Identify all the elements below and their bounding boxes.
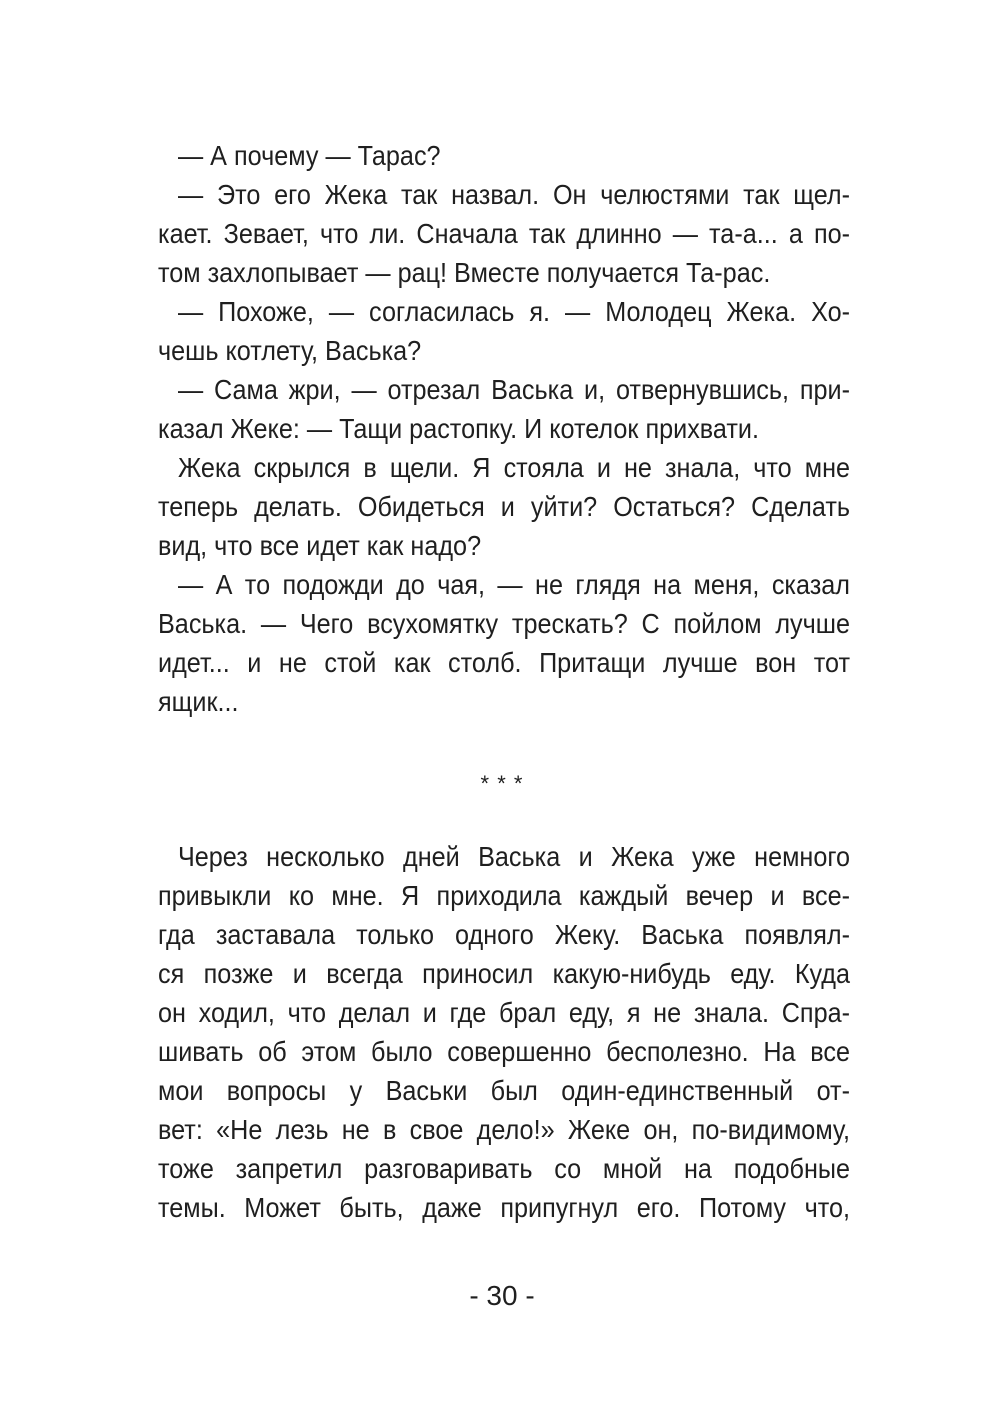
text-line: — А почему — Тарас? [177,140,441,171]
section-separator: * * * [480,771,524,796]
text-line: — Это его Жека так назвал. Он челюстями так щел- [177,179,851,210]
text-line: идет... и не стой как столб. Притащи лучше вон тот [158,647,851,678]
page-number: - 30 - [469,1280,535,1311]
narrative-block [158,837,850,1227]
text-line: темы. Может быть, даже припугнул его. Потому что, [158,1192,851,1223]
text-line: Жека скрылся в щели. Я стояла и не знала, что мне [177,452,851,483]
text-line: — Сама жри, — отрезал Васька и, отвернувшись, при- [177,374,851,405]
text-line: — А то подожди до чая, — не глядя на меня, сказал [177,569,851,600]
paragraph [158,565,850,721]
text-line: казал Жеке: — Тащи растопку. И котелок прихвати. [158,413,759,444]
paragraph [158,370,850,448]
text-line: мои вопросы у Васьки был один-единственный от- [158,1075,851,1106]
text-line: гда заставала только одного Жеку. Васька появлял- [158,919,851,950]
text-line: шивать об этом было совершенно бесполезно. На все [158,1036,851,1067]
paragraph [158,292,850,370]
dialogue-block [158,136,850,721]
text-line: ся позже и всегда приносил какую-нибудь еду. Куда [158,958,851,989]
text-line: Васька. — Чего всухомятку трескать? С пойлом лучше [158,608,851,639]
text-line: он ходил, что делал и где брал еду, я не знала. Спра- [158,997,851,1028]
text-line: привыкли ко мне. Я приходила каждый вечер и все- [158,880,851,911]
text-line: вет: «Не лезь не в свое дело!» Жеке он, по-видимому, [158,1114,851,1145]
text-line: ящик... [158,686,239,717]
paragraph [158,136,850,175]
paragraph [158,175,850,292]
text-line: — Похоже, — согласилась я. — Молодец Жека. Хо- [177,296,851,327]
text-line: теперь делать. Обидеться и уйти? Остаться? Сделать [158,491,851,522]
text-line: Через несколько дней Васька и Жека уже немного [177,841,851,872]
paragraph [158,837,850,1227]
text-line: кает. Зевает, что ли. Сначала так длинно — та-а... а по- [158,218,851,249]
text-line: том захлопывает — рац! Вместе получается Та-рас. [158,257,771,288]
text-line: тоже запретил разговаривать со мной на подобные [158,1153,851,1184]
text-line: вид, что все идет как надо? [158,530,482,561]
text-line: чешь котлету, Васька? [158,335,422,366]
paragraph [158,448,850,565]
